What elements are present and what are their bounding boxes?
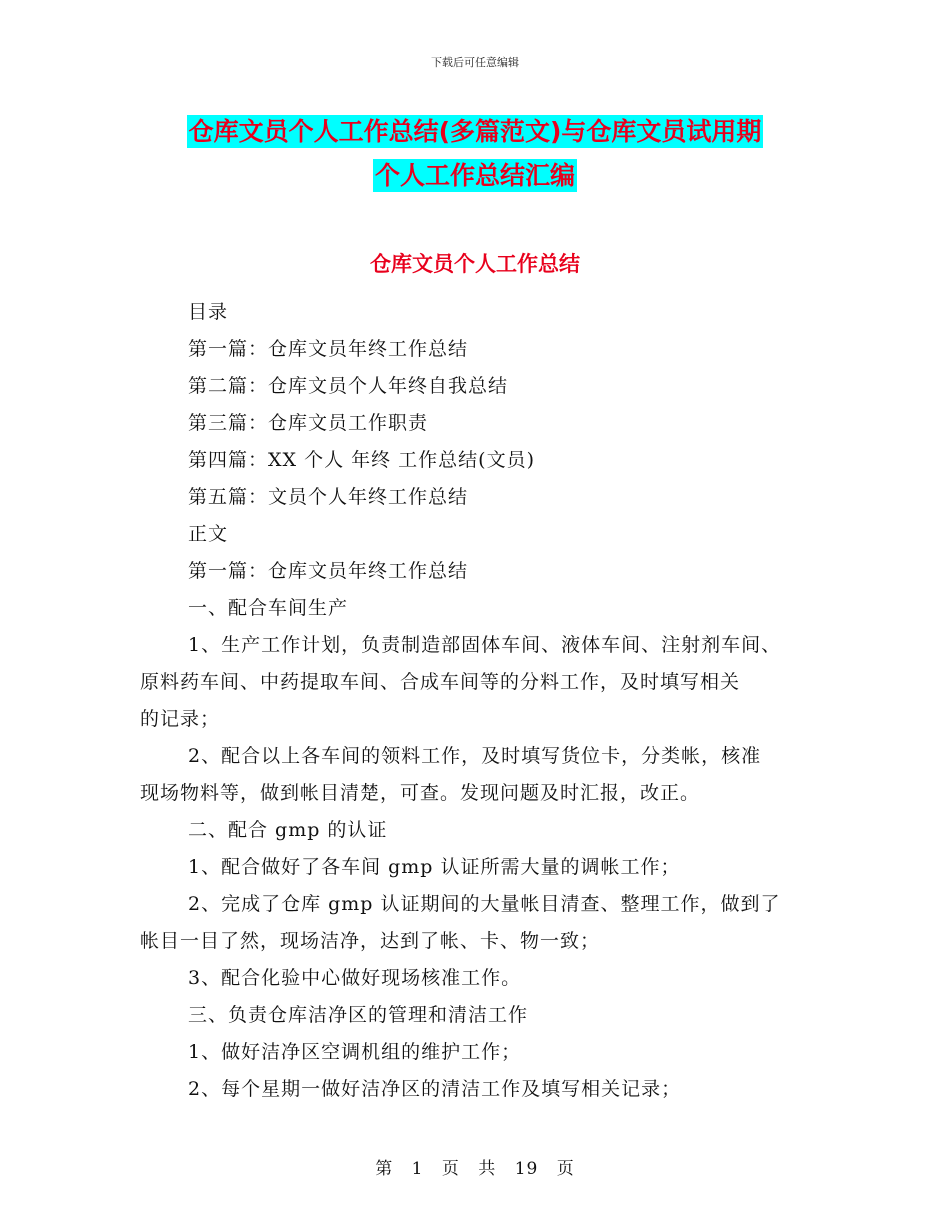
paragraph-line: 1、做好洁净区空调机组的维护工作； — [188, 1041, 522, 1063]
footer-total-pages: 19 — [514, 1159, 539, 1179]
footer-prefix: 第 — [375, 1159, 394, 1179]
section-1-title: 一、配合车间生产 — [188, 597, 349, 619]
toc-item: 第五篇：文员个人年终工作总结 — [188, 486, 469, 508]
main-heading: 正文 — [188, 523, 229, 545]
section-title: 仓库文员个人工作总结 — [370, 252, 580, 276]
section-2-title: 二、配合 gmp 的认证 — [188, 819, 388, 841]
title-highlight-1: 仓库文员个人工作总结(多篇范文)与仓库文员试用期 — [188, 117, 762, 146]
paragraph-line: 2、每个星期一做好洁净区的清洁工作及填写相关记录； — [188, 1078, 682, 1100]
toc-item: 第一篇：仓库文员年终工作总结 — [188, 338, 469, 360]
paragraph-line: 帐目一目了然，现场洁净，达到了帐、卡、物一致； — [140, 930, 601, 952]
header-note: 下载后可任意编辑 — [431, 56, 519, 69]
title-highlight-2: 个人工作总结汇编 — [374, 161, 575, 190]
paragraph-line: 的记录； — [140, 708, 221, 730]
document-title-line-2 — [0, 156, 950, 192]
page-footer — [0, 1154, 950, 1179]
footer-total-prefix: 共 — [478, 1159, 497, 1179]
paragraph-line: 1、配合做好了各车间 gmp 认证所需大量的调帐工作； — [188, 856, 681, 878]
toc-heading: 目录 — [188, 301, 229, 323]
toc-item: 第二篇：仓库文员个人年终自我总结 — [188, 375, 509, 397]
document-title-line-1 — [0, 112, 950, 148]
toc-item: 第四篇：XX 个人 年终 工作总结(文员) — [188, 449, 535, 471]
footer-mid: 页 — [441, 1159, 460, 1179]
section-3-title: 三、负责仓库洁净区的管理和清洁工作 — [188, 1004, 529, 1026]
footer-page-number: 1 — [411, 1159, 424, 1179]
paragraph-line: 3、配合化验中心做好现场核准工作。 — [188, 967, 522, 989]
paragraph-line: 1、生产工作计划，负责制造部固体车间、液体车间、注射剂车间、 — [188, 634, 782, 656]
footer-suffix: 页 — [556, 1159, 575, 1179]
chapter-title: 第一篇：仓库文员年终工作总结 — [188, 560, 469, 582]
toc-item: 第三篇：仓库文员工作职责 — [188, 412, 429, 434]
document-body — [140, 294, 830, 1108]
paragraph-line: 原料药车间、中药提取车间、合成车间等的分料工作，及时填写相关 — [140, 671, 741, 693]
paragraph-line: 现场物料等，做到帐目清楚，可查。发现问题及时汇报，改正。 — [140, 782, 701, 804]
paragraph-line: 2、配合以上各车间的领料工作，及时填写货位卡，分类帐，核准 — [188, 745, 762, 767]
paragraph-line: 2、完成了仓库 gmp 认证期间的大量帐目清查、整理工作，做到了 — [188, 893, 781, 915]
